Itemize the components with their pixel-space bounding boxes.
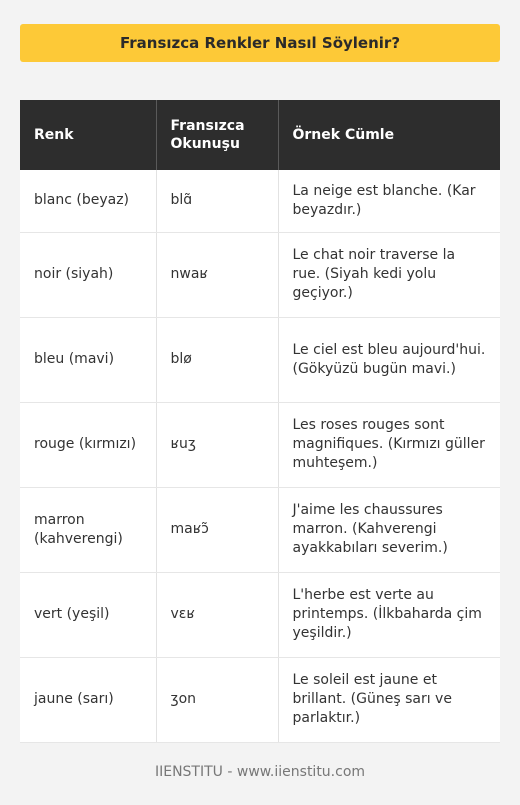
cell-pronunciation: ʒon [156,657,278,742]
color-table-container [20,100,500,743]
page-title: Fransızca Renkler Nasıl Söylenir? [119,34,401,52]
cell-pronunciation: ʁuʒ [156,402,278,487]
cell-color: noir (siyah) [20,232,156,317]
table-row [20,572,500,657]
cell-color: bleu (mavi) [20,317,156,402]
cell-color: blanc (beyaz) [20,170,156,232]
cell-color: jaune (sarı) [20,657,156,742]
cell-example: L'herbe est verte au printemps. (İlkbaharda çim yeşildir.) [278,572,500,657]
header-ornek-cumle: Örnek Cümle [292,127,395,143]
table-header-row [20,100,500,170]
table-body [20,170,500,742]
header-renk: Renk [20,100,156,170]
cell-example: Le soleil est jaune et brillant. (Güneş sarı ve parlaktır.) [278,657,500,742]
cell-color: vert (yeşil) [20,572,156,657]
cell-example: Le ciel est bleu aujourd'hui. (Gökyüzü bugün mavi.) [278,317,500,402]
cell-pronunciation: vɛʁ [156,572,278,657]
cell-pronunciation: blɑ̃ [156,170,278,232]
table-header [20,100,500,170]
table-row [20,232,500,317]
table-row [20,170,500,232]
cell-color: marron (kahverengi) [20,487,156,572]
cell-pronunciation: blø [156,317,278,402]
table-row [20,657,500,742]
cell-pronunciation: maʁɔ̃ [156,487,278,572]
cell-pronunciation: nwaʁ [156,232,278,317]
table-row [20,402,500,487]
cell-color: rouge (kırmızı) [20,402,156,487]
title-banner [20,24,500,62]
cell-example: Le chat noir traverse la rue. (Siyah kedi yolu geçiyor.) [278,232,500,317]
color-table [20,100,500,743]
table-row [20,317,500,402]
header-fransizca-okunusu: Fransızca Okunuşu [156,100,278,170]
cell-example: La neige est blanche. (Kar beyazdır.) [278,170,500,232]
table-row [20,487,500,572]
cell-example: Les roses rouges sont magnifiques. (Kırmızı güller muhteşem.) [278,402,500,487]
footer-credit: IIENSTITU - www.iienstitu.com [154,764,366,780]
cell-example: J'aime les chaussures marron. (Kahverengi ayakkabıları severim.) [278,487,500,572]
